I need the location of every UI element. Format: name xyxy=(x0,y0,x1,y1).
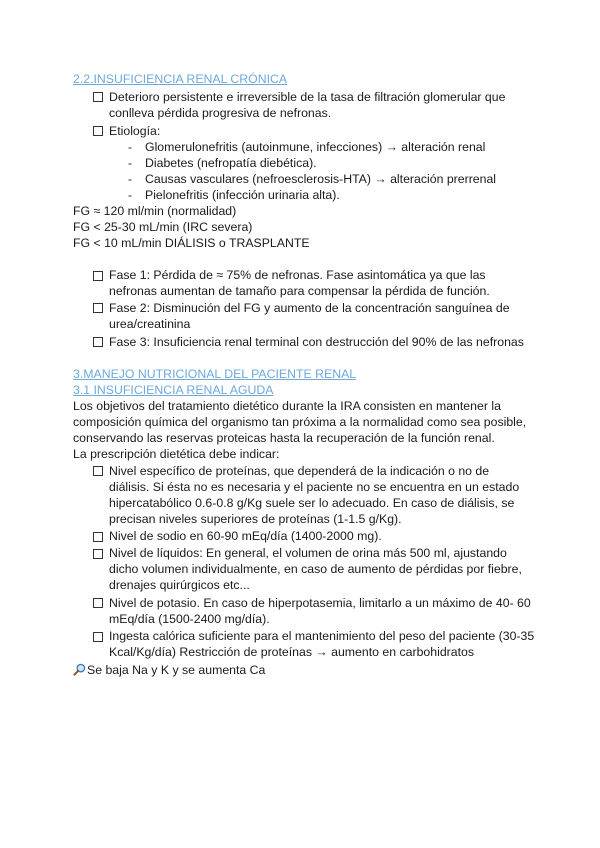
checkbox-icon xyxy=(93,271,103,281)
list-item-text: conlleva pérdida progresiva de nefronas. xyxy=(109,106,332,120)
fase-text: urea/creatinina xyxy=(109,317,191,331)
note-text: Se baja Na y K y se aumenta Ca xyxy=(87,663,266,677)
checkbox-icon xyxy=(93,303,103,313)
checkbox-icon xyxy=(93,532,103,542)
section-heading-manejo: 3.MANEJO NUTRICIONAL DEL PACIENTE RENAL xyxy=(73,367,357,381)
checkbox-icon xyxy=(93,632,103,642)
list-item-text: drenajes quirúrgicos etc... xyxy=(109,578,250,592)
list-item-text: Kcal/Kg/día) Restricción de proteínas → aumento en carbohidratos xyxy=(109,645,475,659)
paragraph-line: composición química del organismo tan próxima a la normalidad como sea posible, xyxy=(73,415,527,429)
section-heading-irc: 2.2.INSUFICIENCIA RENAL CRÓNICA xyxy=(73,72,288,86)
checkbox-icon xyxy=(93,126,103,136)
list-item-text: diálisis. Si ésta no es necesaria y el paciente no se encuentra en un estado xyxy=(109,480,520,494)
checkbox-icon xyxy=(93,337,103,347)
list-item-text: Deterioro persistente e irreversible de la tasa de filtración glomerular que xyxy=(109,90,506,104)
etiologia-item: Pielonefritis (infección urinaria alta). xyxy=(145,188,340,202)
list-item-text: hipercatabólico 0.6-0.8 g/Kg suele ser lo adecuado. En caso de diálisis, se xyxy=(109,496,515,510)
fg-line: FG ≈ 120 ml/min (normalidad) xyxy=(73,204,237,218)
dash-bullet-icon: - xyxy=(128,156,133,170)
dash-bullet-icon: - xyxy=(128,188,133,202)
checkbox-icon xyxy=(93,92,103,102)
etiologia-item: Diabetes (nefropatía diebética). xyxy=(145,156,317,170)
list-item-text: dicho volumen individualmente, en caso de aumento de pérdidas por fiebre, xyxy=(109,562,522,576)
paragraph-line: La prescripción dietética debe indicar: xyxy=(73,447,280,461)
list-item-text: Nivel específico de proteínas, que dependerá de la indicación o no de xyxy=(109,464,490,478)
fase-text: Fase 2: Disminución del FG y aumento de la concentración sanguínea de xyxy=(109,301,510,315)
list-item-text: Nivel de sodio en 60-90 mEq/día (1400-2000 mg). xyxy=(109,529,382,543)
fase-text: nefronas aumentan de tamaño para compensar la pérdida de función. xyxy=(109,284,490,298)
list-item-text: mEq/día (1500-2400 mg/día). xyxy=(109,612,270,626)
list-item-text: Nivel de potasio. En caso de hiperpotasemia, limitarlo a un máximo de 40- 60 xyxy=(109,596,531,610)
paragraph-line: conservando las reservas proteicas hasta la recuperación de la función renal. xyxy=(73,431,495,445)
etiologia-label: Etiología: xyxy=(109,124,161,138)
dash-bullet-icon: - xyxy=(128,172,133,186)
etiologia-item: Glomerulonefritis (autoinmune, infecciones) → alteración renal xyxy=(145,140,486,154)
subsection-heading-ira: 3.1 INSUFICIENCIA RENAL AGUDA xyxy=(73,383,274,397)
note-line xyxy=(73,662,265,678)
checkbox-icon xyxy=(93,466,103,476)
fg-line: FG < 25-30 mL/min (IRC severa) xyxy=(73,220,253,234)
paragraph-line: Los objetivos del tratamiento dietético durante la IRA consisten en mantener la xyxy=(73,399,501,413)
checkbox-icon xyxy=(93,598,103,608)
magnifier-icon xyxy=(73,663,86,676)
fase-text: Fase 1: Pérdida de ≈ 75% de nefronas. Fase asintomática ya que las xyxy=(109,268,486,282)
checkbox-icon xyxy=(93,549,103,559)
fg-line: FG < 10 mL/min DIÁLISIS o TRASPLANTE xyxy=(73,236,310,250)
fase-text: Fase 3: Insuficiencia renal terminal con destrucción del 90% de las nefronas xyxy=(109,335,524,349)
etiologia-item: Causas vasculares (nefroesclerosis-HTA) → alteración prerrenal xyxy=(145,172,497,186)
list-item-text: Ingesta calórica suficiente para el mantenimiento del peso del paciente (30-35 xyxy=(109,629,535,643)
list-item-text: Nivel de líquidos: En general, el volumen de orina más 500 ml, ajustando xyxy=(109,546,507,560)
list-item-text: precisan niveles superiores de proteínas (1-1.5 g/Kg). xyxy=(109,512,402,526)
dash-bullet-icon: - xyxy=(128,140,133,154)
